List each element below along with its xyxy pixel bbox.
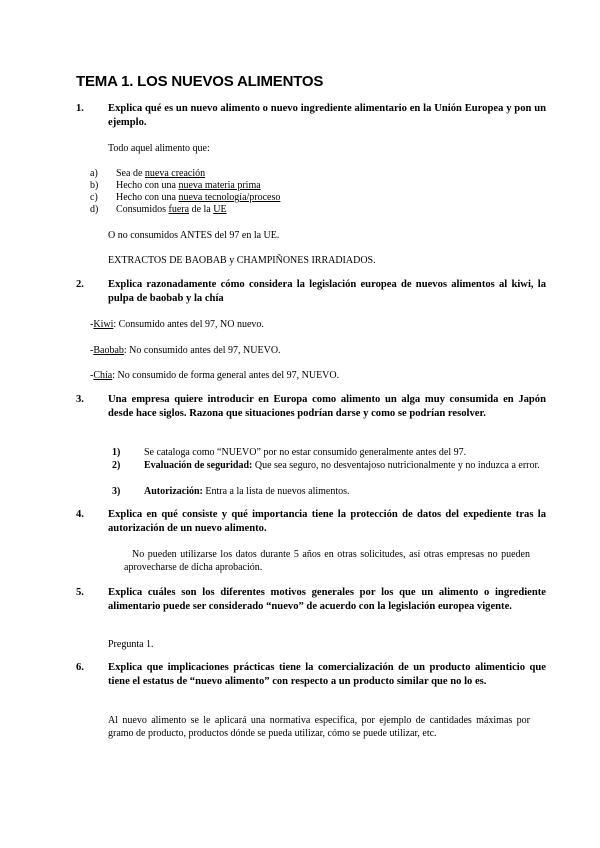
question-1 xyxy=(76,102,546,130)
question-5-text: Explica cuáles son los diferentes motivos generales por los que un alimento o ingrediente alimentario puede ser considerado “nuevo” de acuerdo con la legislación europea vigente. xyxy=(108,587,546,612)
q3-item-3: 3) Autorización: Entra a la lista de nuevos alimentos. xyxy=(112,486,350,497)
q1-list-item-d: d) Consumidos fuera de la UE xyxy=(90,204,227,215)
underlined-term: Kiwi xyxy=(93,319,114,330)
underlined-term: nueva tecnología/proceso xyxy=(178,192,281,203)
list-marker: c) xyxy=(90,192,98,203)
page-title: TEMA 1. LOS NUEVOS ALIMENTOS xyxy=(76,73,324,90)
q1-note-1: O no consumidos ANTES del 97 en la UE. xyxy=(108,230,280,241)
q1-note-2: EXTRACTOS DE BAOBAB y CHAMPIÑONES IRRADIADOS. xyxy=(108,255,376,266)
q4-answer: No pueden utilizarse los datos durante 5 años en otras solicitudes, así otras empresas no pueden aprovecharse de dicha aprobación. xyxy=(124,549,530,573)
q1-list-item-b: b) Hecho con una nueva materia prima xyxy=(90,180,261,191)
list-marker: b) xyxy=(90,180,99,191)
question-3-text: Una empresa quiere introducir en Europa como alimento un alga muy consumida en Japón desde hace siglos. Razona que situaciones podrían darse y como se podrían resolver. xyxy=(108,394,546,419)
question-2 xyxy=(76,278,546,306)
q3-item-2: 2) Evaluación de seguridad: Que sea seguro, no desventajoso nutricionalmente y no induzca a error. xyxy=(112,460,540,471)
q3-item-1: 1) Se cataloga como “NUEVO” por no estar consumido generalmente antes del 97. xyxy=(112,447,467,458)
list-marker: 1) xyxy=(112,447,121,458)
list-marker: 3) xyxy=(112,486,121,497)
question-6 xyxy=(76,661,546,689)
q2-answer-kiwi: -Kiwi: Consumido antes del 97, NO nuevo. xyxy=(90,319,264,330)
list-marker: 2) xyxy=(112,460,121,471)
list-marker: d) xyxy=(90,204,99,215)
question-4 xyxy=(76,508,546,536)
question-2-text: Explica razonadamente cómo considera la legislación europea de nuevos alimentos al kiwi, la pulpa de baobab y la chía xyxy=(108,279,546,304)
question-5-number: 5. xyxy=(76,587,84,598)
underlined-term: nueva materia prima xyxy=(178,180,261,191)
question-1-number: 1. xyxy=(76,103,84,114)
question-3-number: 3. xyxy=(76,394,84,405)
q6-answer: Al nuevo alimento se le aplicará una normativa específica, por ejemplo de cantidades máximas por gramo de producto, productos dónde se pueda utilizar, cómo se puede utilizar, etc. xyxy=(108,715,530,739)
underlined-term: fuera xyxy=(168,204,190,215)
list-marker: a) xyxy=(90,168,98,179)
question-2-number: 2. xyxy=(76,279,84,290)
q1-list-item-a: a) Sea de nueva creación xyxy=(90,168,206,179)
question-5 xyxy=(76,586,546,614)
question-4-text: Explica en qué consiste y qué importancia tiene la protección de datos del expediente tras la autorización de un nuevo alimento. xyxy=(108,509,546,534)
q1-list-item-c: c) Hecho con una nueva tecnología/proceso xyxy=(90,192,281,203)
question-4-number: 4. xyxy=(76,509,84,520)
q2-answer-baobab: -Baobab: No consumido antes del 97, NUEVO. xyxy=(90,345,281,356)
question-6-number: 6. xyxy=(76,662,84,673)
question-1-text: Explica qué es un nuevo alimento o nuevo ingrediente alimentario en la Unión Europea y pon un ejemplo. xyxy=(108,103,546,128)
q2-answer-chia: -Chía: No consumido de forma general antes del 97, NUEVO. xyxy=(90,370,340,381)
question-6-text: Explica que implicaciones prácticas tiene la comercialización de un producto alimenticio que tiene el estatus de “nuevo alimento” con respecto a un producto similar que no lo es. xyxy=(108,662,546,687)
underlined-term: UE xyxy=(213,204,227,215)
underlined-term: Baobab xyxy=(93,345,124,356)
underlined-term: Chía xyxy=(93,370,113,381)
question-3 xyxy=(76,393,546,421)
q1-intro: Todo aquel alimento que: xyxy=(108,143,210,154)
underlined-term: nueva creación xyxy=(144,168,206,179)
q5-answer: Pregunta 1. xyxy=(108,639,154,650)
